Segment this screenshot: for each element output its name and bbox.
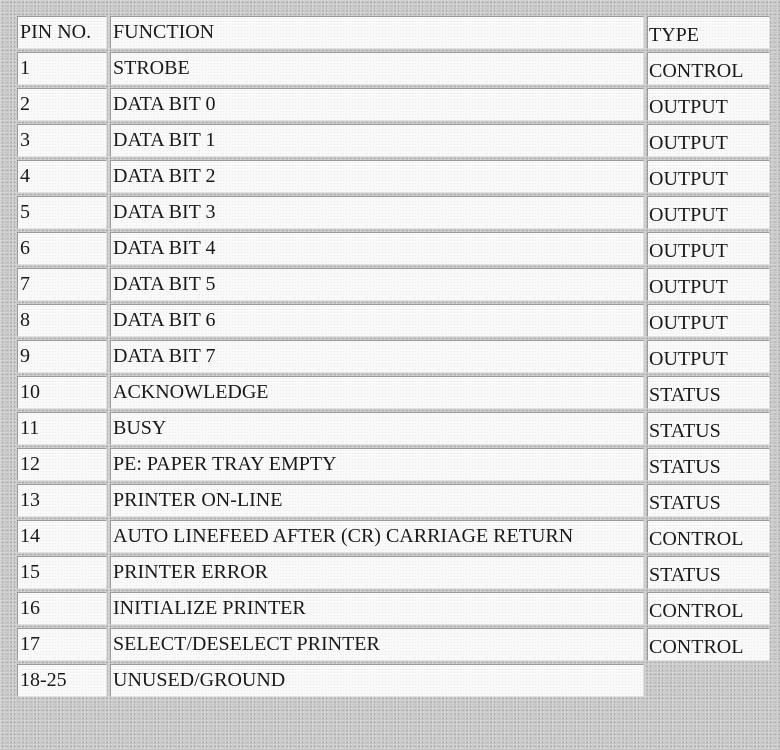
table-row	[17, 88, 770, 121]
pin-number-cell: 12	[17, 448, 107, 481]
pin-number-cell: 15	[17, 556, 107, 589]
type-label: STATUS	[649, 564, 721, 586]
pin-number-cell: 6	[17, 232, 107, 265]
function-cell: STROBE	[110, 52, 644, 85]
type-cell	[647, 520, 770, 553]
type-label: OUTPUT	[649, 132, 728, 154]
type-cell	[647, 196, 770, 229]
function-cell: DATA BIT 1	[110, 124, 644, 157]
function-cell: DATA BIT 6	[110, 304, 644, 337]
pin-number-cell: 16	[17, 592, 107, 625]
type-cell	[647, 268, 770, 301]
pin-number-cell: 18-25	[17, 664, 107, 697]
table-row	[17, 412, 770, 445]
type-cell	[647, 88, 770, 121]
type-label: OUTPUT	[649, 348, 728, 370]
table-row	[17, 268, 770, 301]
function-cell: PE: PAPER TRAY EMPTY	[110, 448, 644, 481]
type-cell	[647, 556, 770, 589]
type-label: OUTPUT	[649, 96, 728, 118]
table-row	[17, 52, 770, 85]
pin-number-cell: 17	[17, 628, 107, 661]
table-row	[17, 448, 770, 481]
type-cell	[647, 592, 770, 625]
pinout-table-body	[17, 16, 770, 697]
function-cell: DATA BIT 5	[110, 268, 644, 301]
table-row	[17, 628, 770, 661]
function-cell: PRINTER ON-LINE	[110, 484, 644, 517]
type-label: OUTPUT	[649, 168, 728, 190]
type-cell	[647, 628, 770, 661]
function-cell: UNUSED/GROUND	[110, 664, 644, 697]
table-row	[17, 340, 770, 373]
type-cell	[647, 412, 770, 445]
type-label: CONTROL	[649, 60, 744, 82]
table-row	[17, 484, 770, 517]
type-label: STATUS	[649, 492, 721, 514]
table-row	[17, 376, 770, 409]
table-row	[17, 520, 770, 553]
header-function: FUNCTION	[110, 16, 644, 49]
pin-number-cell: 8	[17, 304, 107, 337]
pin-number-cell: 7	[17, 268, 107, 301]
pin-number-cell: 9	[17, 340, 107, 373]
type-cell	[647, 52, 770, 85]
type-label: OUTPUT	[649, 312, 728, 334]
type-label: STATUS	[649, 420, 721, 442]
table-row	[17, 304, 770, 337]
type-cell	[647, 160, 770, 193]
type-label: OUTPUT	[649, 276, 728, 298]
type-cell	[647, 232, 770, 265]
pin-number-cell: 3	[17, 124, 107, 157]
pin-number-cell: 14	[17, 520, 107, 553]
type-label: CONTROL	[649, 636, 744, 658]
function-cell: AUTO LINEFEED AFTER (CR) CARRIAGE RETURN	[110, 520, 644, 553]
function-cell: DATA BIT 7	[110, 340, 644, 373]
table-row	[17, 232, 770, 265]
table-row	[17, 592, 770, 625]
type-cell	[647, 304, 770, 337]
function-cell: INITIALIZE PRINTER	[110, 592, 644, 625]
function-cell: DATA BIT 2	[110, 160, 644, 193]
header-type-label: TYPE	[649, 24, 699, 46]
table-row	[17, 124, 770, 157]
function-cell: DATA BIT 0	[110, 88, 644, 121]
type-cell-empty	[647, 664, 770, 697]
type-label: CONTROL	[649, 528, 744, 550]
type-label: CONTROL	[649, 600, 744, 622]
pin-number-cell: 11	[17, 412, 107, 445]
function-cell: DATA BIT 4	[110, 232, 644, 265]
type-cell	[647, 124, 770, 157]
type-cell	[647, 448, 770, 481]
function-cell: DATA BIT 3	[110, 196, 644, 229]
function-cell: PRINTER ERROR	[110, 556, 644, 589]
table-row	[17, 664, 770, 697]
pin-number-cell: 4	[17, 160, 107, 193]
type-cell	[647, 340, 770, 373]
table-row	[17, 160, 770, 193]
header-pin-no: PIN NO.	[17, 16, 107, 49]
function-cell: ACKNOWLEDGE	[110, 376, 644, 409]
type-label: STATUS	[649, 456, 721, 478]
type-label: OUTPUT	[649, 240, 728, 262]
function-cell: SELECT/DESELECT PRINTER	[110, 628, 644, 661]
pin-number-cell: 1	[17, 52, 107, 85]
pin-number-cell: 5	[17, 196, 107, 229]
type-label: STATUS	[649, 384, 721, 406]
type-cell	[647, 484, 770, 517]
type-label: OUTPUT	[649, 204, 728, 226]
type-cell	[647, 376, 770, 409]
pin-number-cell: 10	[17, 376, 107, 409]
table-row	[17, 196, 770, 229]
header-row	[17, 16, 770, 49]
pin-number-cell: 2	[17, 88, 107, 121]
pin-number-cell: 13	[17, 484, 107, 517]
pinout-table	[14, 13, 773, 700]
header-type	[647, 16, 770, 49]
table-row	[17, 556, 770, 589]
function-cell: BUSY	[110, 412, 644, 445]
